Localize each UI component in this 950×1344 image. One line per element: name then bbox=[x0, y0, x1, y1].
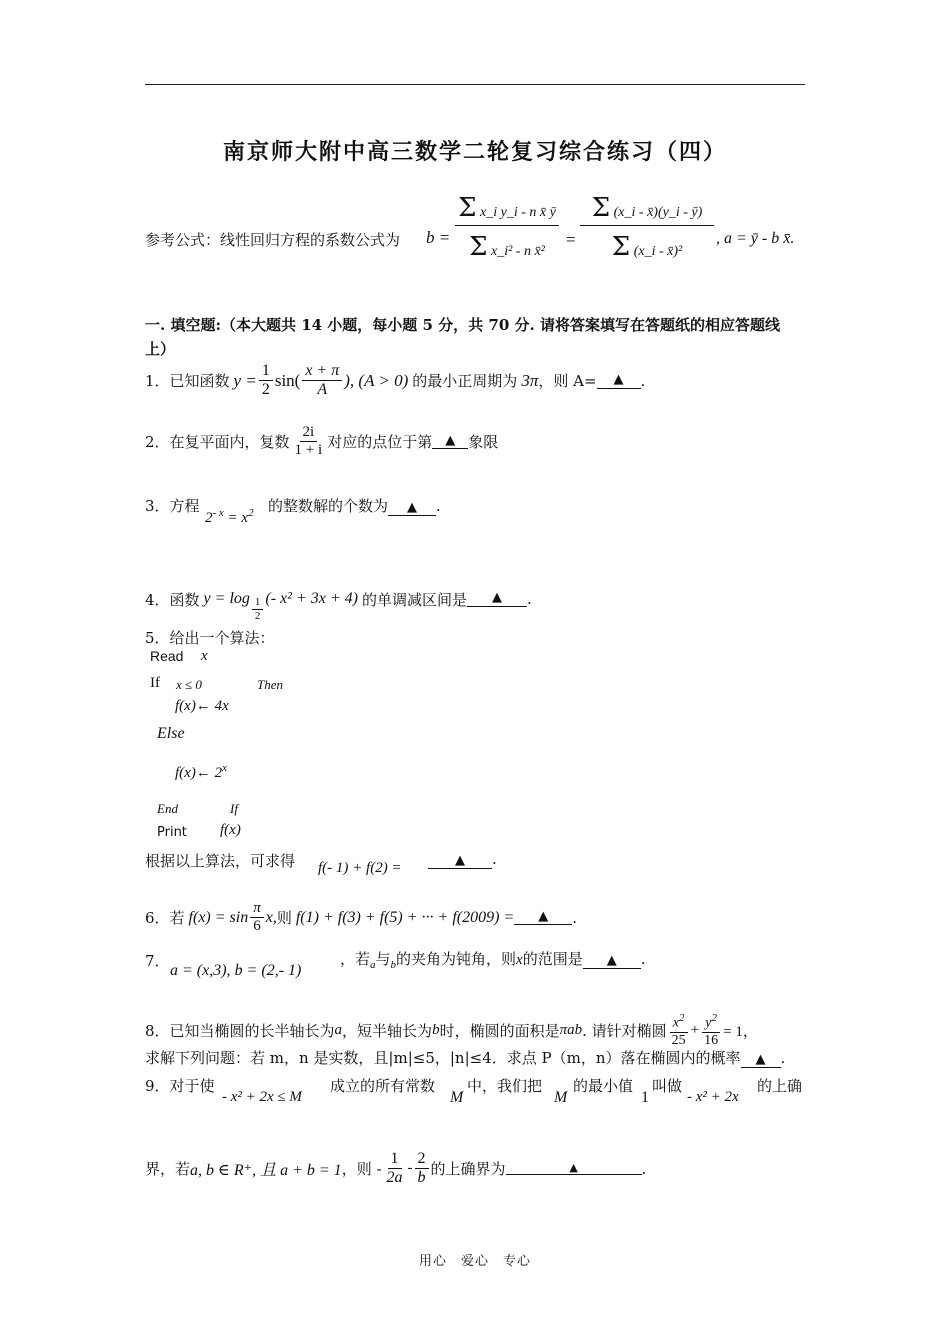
formula-equals: = bbox=[566, 230, 576, 249]
question-5-answer: ▲ . bbox=[428, 850, 497, 869]
question-7-text: ，若$_a$与$_b$的夹角为钝角，则x的范围是 ▲ . bbox=[340, 950, 646, 971]
algo-else: Else bbox=[157, 725, 185, 742]
question-9-mid-2: 中，我们把 bbox=[467, 1077, 543, 1095]
question-5-label: 5．给出一个算法： bbox=[145, 629, 275, 647]
algo-if-cond: x ≤ 0 bbox=[176, 677, 202, 692]
algo-if: If bbox=[150, 675, 160, 691]
question-9-M2: M bbox=[554, 1089, 568, 1106]
question-9-ineq: - x² + 2x ≤ M bbox=[222, 1089, 302, 1105]
answer-blank-7[interactable]: ▲ bbox=[583, 954, 641, 969]
section-heading: 一. 填空题:（本大题共 14 小题，每小题 5 分，共 70 分. 请将答案填写在答题纸的相应答题线 bbox=[145, 316, 780, 334]
algo-end: End bbox=[157, 801, 178, 816]
question-2: 2．在复平面内，复数 $\frac{2i}{1 + i}$ 对应的点位于第 ▲ 象限 bbox=[145, 424, 499, 459]
question-1: 1．已知函数 y = $\frac{1}{2}$ sin( $\frac{x + \pi}{A}$ ), (A > 0) 的最小正周期为 3π ，则 A= ▲ . bbox=[145, 362, 646, 399]
answer-blank-3[interactable]: ▲ bbox=[388, 501, 436, 516]
algo-assign-1: f(x)← 4x bbox=[175, 698, 229, 714]
answer-blank-6[interactable]: ▲ bbox=[514, 910, 572, 925]
algo-print-arg: f(x) bbox=[220, 822, 241, 838]
question-8-line-1: 8．已知当椭圆的长半轴长为 a ，短半轴长为 b 时，椭圆的面积是 πab . 请针对椭圆 $\frac{x^2}{25}$ + $\frac{y^2}{16}$ = 1， bbox=[145, 1012, 758, 1048]
question-9-mid-4: 叫做 bbox=[652, 1077, 683, 1095]
question-3-label: 3．方程 bbox=[145, 497, 200, 515]
question-9-mid-3: 的最小值 bbox=[573, 1077, 634, 1095]
answer-blank-8[interactable]: ▲ bbox=[741, 1053, 781, 1068]
answer-blank-1[interactable]: ▲ bbox=[597, 373, 641, 388]
algo-print: Print bbox=[157, 825, 187, 840]
formula-label: 参考公式：线性回归方程的系数公式为 bbox=[145, 231, 401, 249]
algo-read: Read bbox=[150, 648, 184, 664]
formula-a: , a = ȳ - b x̄. bbox=[716, 230, 795, 247]
question-9-mid-1: 成立的所有常数 bbox=[330, 1077, 436, 1095]
algo-read-var: x bbox=[201, 648, 208, 664]
algo-then: Then bbox=[257, 677, 283, 692]
page-title: 南京师大附中高三数学二轮复习综合练习（四） bbox=[222, 139, 727, 165]
algo-end-if: If bbox=[230, 801, 238, 816]
formula-b: b = bbox=[426, 228, 451, 247]
formula-fraction-1: Σ x_i y_i - n x̄ ȳ Σ x_i² - n x̄² bbox=[455, 195, 559, 260]
question-9-label: 9．对于使 bbox=[145, 1077, 215, 1095]
question-9-line-2: 界，若 a, b ∈ R⁺, 且 a + b = 1 ，则 - $\frac{1}{2a}$ - $\frac{2}{b}$ 的上确界为 ▲ . bbox=[145, 1150, 647, 1187]
answer-blank-5[interactable]: ▲ bbox=[428, 854, 492, 869]
formula-fraction-2: Σ (x_i - x̄)(y_i - ȳ) Σ (x_i - x̄)² bbox=[580, 195, 714, 260]
answer-blank-2[interactable]: ▲ bbox=[432, 434, 468, 449]
question-4: 4．函数 y = log $\frac{1}{2}$ (- x² + 3x + 4) 的单调减区间是 ▲ . bbox=[145, 590, 532, 622]
question-9-one: 1 bbox=[641, 1089, 649, 1106]
question-7-vectors: a = (x,3), b = (2,- 1) bbox=[170, 962, 302, 979]
question-9-M1: M bbox=[450, 1089, 464, 1106]
question-5-conclusion: 根据以上算法，可求得 bbox=[145, 852, 296, 870]
question-5-expr: f(- 1) + f(2) = bbox=[318, 860, 402, 876]
question-9-mid-5: 的上确 bbox=[757, 1077, 803, 1095]
question-3-text: 的整数解的个数为 ▲ . bbox=[268, 497, 441, 515]
page-footer: 用心 爱心 专心 bbox=[418, 1254, 531, 1269]
question-6: 6．若 f(x) = sin $\frac{\pi}{6}$ x, 则 f(1) + f(3) + f(5) + ··· + f(2009) = ▲ . bbox=[145, 900, 578, 935]
section-heading-cont: 上） bbox=[145, 340, 176, 358]
answer-blank-9[interactable]: ▲ bbox=[506, 1162, 642, 1175]
question-3-expr: $2^{- x} = x^2$ bbox=[205, 507, 254, 526]
header-rule bbox=[145, 84, 805, 85]
question-7-label: 7． bbox=[145, 952, 170, 970]
question-9-expr: - x² + 2x bbox=[687, 1089, 739, 1105]
algo-assign-2: f(x)← 2$^x$ bbox=[175, 762, 227, 781]
answer-blank-4[interactable]: ▲ bbox=[467, 591, 527, 606]
question-8-line-2: 求解下列问题：若 m，n 是实数，且|m|≤5，|n|≤4．求点 P（m，n）落在椭圆内的概率 ▲ . bbox=[145, 1049, 786, 1067]
